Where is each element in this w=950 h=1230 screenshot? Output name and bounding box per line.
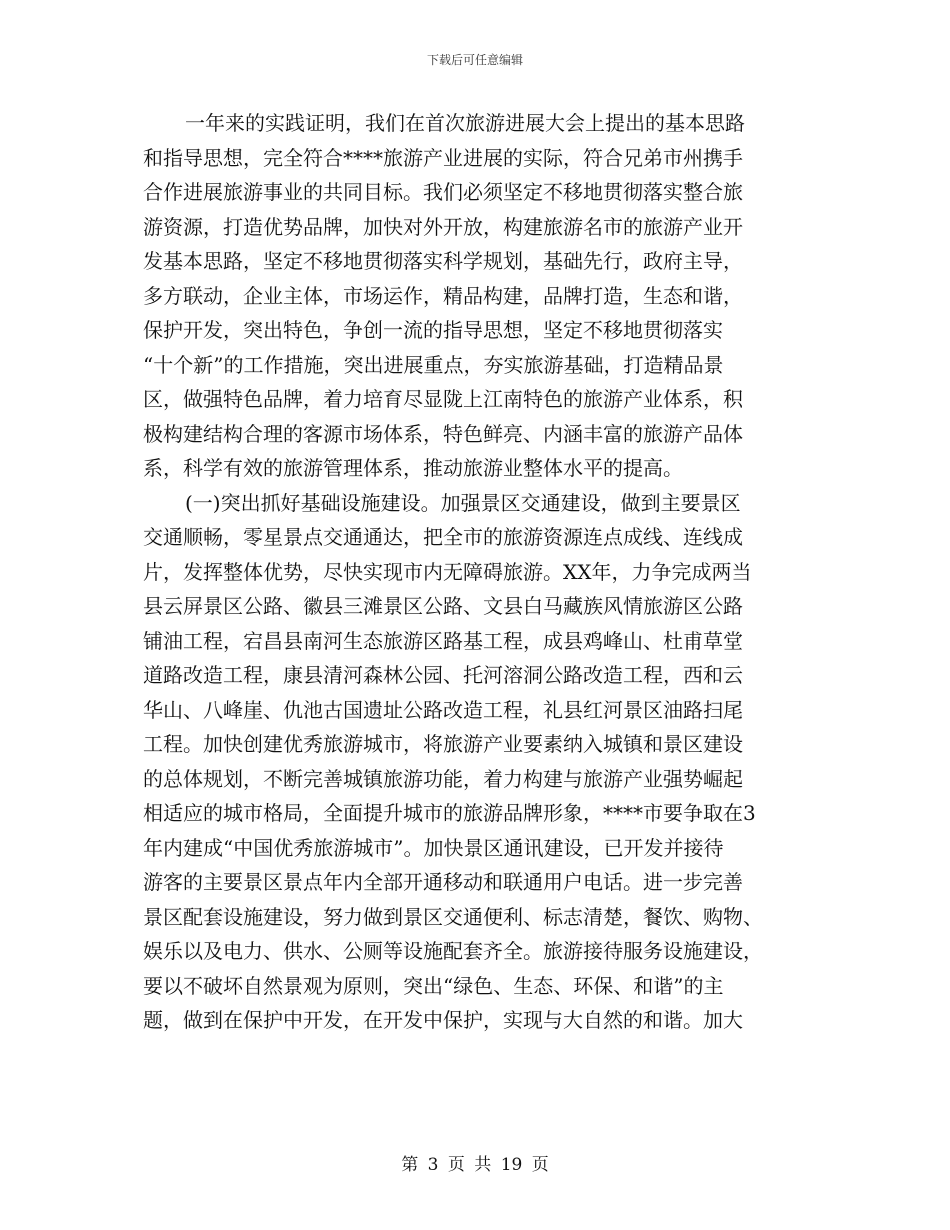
text-line: 娱乐以及电力、供水、公厕等设施配套齐全。旅游接待服务设施建设， <box>143 939 763 963</box>
text-line: 题，做到在保护中开发，在开发中保护，实现与大自然的和谐。加大 <box>143 1008 743 1032</box>
text-line: 合作进展旅游事业的共同目标。我们必须坚定不移地贯彻落实整合旅 <box>143 180 743 204</box>
text-line: 要以不破坏自然景观为原则，突出“绿色、生态、环保、和谐”的主 <box>143 973 724 998</box>
text-line: (一)突出抓好基础设施建设。加强景区交通建设，做到主要景区 <box>185 490 741 515</box>
text-line: 片，发挥整体优势，尽快实现市内无障碍旅游。XX年，力争完成两当 <box>143 559 752 584</box>
text-line: 多方联动，企业主体，市场运作，精品构建，品牌打造，生态和谐， <box>143 283 743 308</box>
text-line: 工程。加快创建优秀旅游城市，将旅游产业要素纳入城镇和景区建设 <box>143 732 743 756</box>
text-line: 铺油工程，宕昌县南河生态旅游区路基工程，成县鸡峰山、杜甫草堂 <box>143 628 743 653</box>
text-line: 县云屏景区公路、徽县三滩景区公路、文县白马藏族风情旅游区公路 <box>143 594 743 618</box>
text-line: 和指导思想，完全符合****旅游产业进展的实际，符合兄弟市州携手 <box>143 145 743 170</box>
text-line: 相适应的城市格局，全面提升城市的旅游品牌形象，****市要争取在3 <box>143 801 756 825</box>
text-line: 游资源，打造优势品牌，加快对外开放，构建旅游名市的旅游产业开 <box>143 214 743 239</box>
text-line: 系，科学有效的旅游管理体系，推动旅游业整体水平的提高。 <box>143 456 683 480</box>
text-line: 交通顺畅，零星景点交通通达，把全市的旅游资源连点成线、连线成 <box>143 525 743 549</box>
text-line: 保护开发，突出特色，争创一流的指导思想，坚定不移地贯彻落实 <box>143 318 723 342</box>
document-body <box>143 106 795 1038</box>
page-header: 下载后可任意编辑 <box>426 53 523 67</box>
text-line: 华山、八峰崖、仇池古国遗址公路改造工程，礼县红河景区油路扫尾 <box>143 697 743 722</box>
text-line: 游客的主要景区景点年内全部开通移动和联通用户电话。进一步完善 <box>143 870 743 894</box>
text-line: 区，做强特色品牌，着力培育尽显陇上江南特色的旅游产业体系，积 <box>143 387 743 411</box>
text-line: 发基本思路，坚定不移地贯彻落实科学规划，基础先行，政府主导， <box>143 249 743 273</box>
text-line: 一年来的实践证明，我们在首次旅游进展大会上提出的基本思路 <box>185 111 745 135</box>
text-line: 的总体规划，不断完善城镇旅游功能，着力构建与旅游产业强势崛起 <box>143 766 743 791</box>
page-number-footer: 第 3 页 共 19 页 <box>401 1155 549 1175</box>
text-line: 年内建成“中国优秀旅游城市”。加快景区通讯建设，已开发并接待 <box>143 835 724 860</box>
text-line: 极构建结构合理的客源市场体系，特色鲜亮、内涵丰富的旅游产品体 <box>143 421 743 446</box>
text-line: “十个新”的工作措施，突出进展重点，夯实旅游基础，打造精品景 <box>143 352 724 377</box>
text-line: 道路改造工程，康县清河森林公园、托河溶洞公路改造工程，西和云 <box>143 663 743 687</box>
text-line: 景区配套设施建设，努力做到景区交通便利、标志清楚，餐饮、购物、 <box>143 904 763 929</box>
